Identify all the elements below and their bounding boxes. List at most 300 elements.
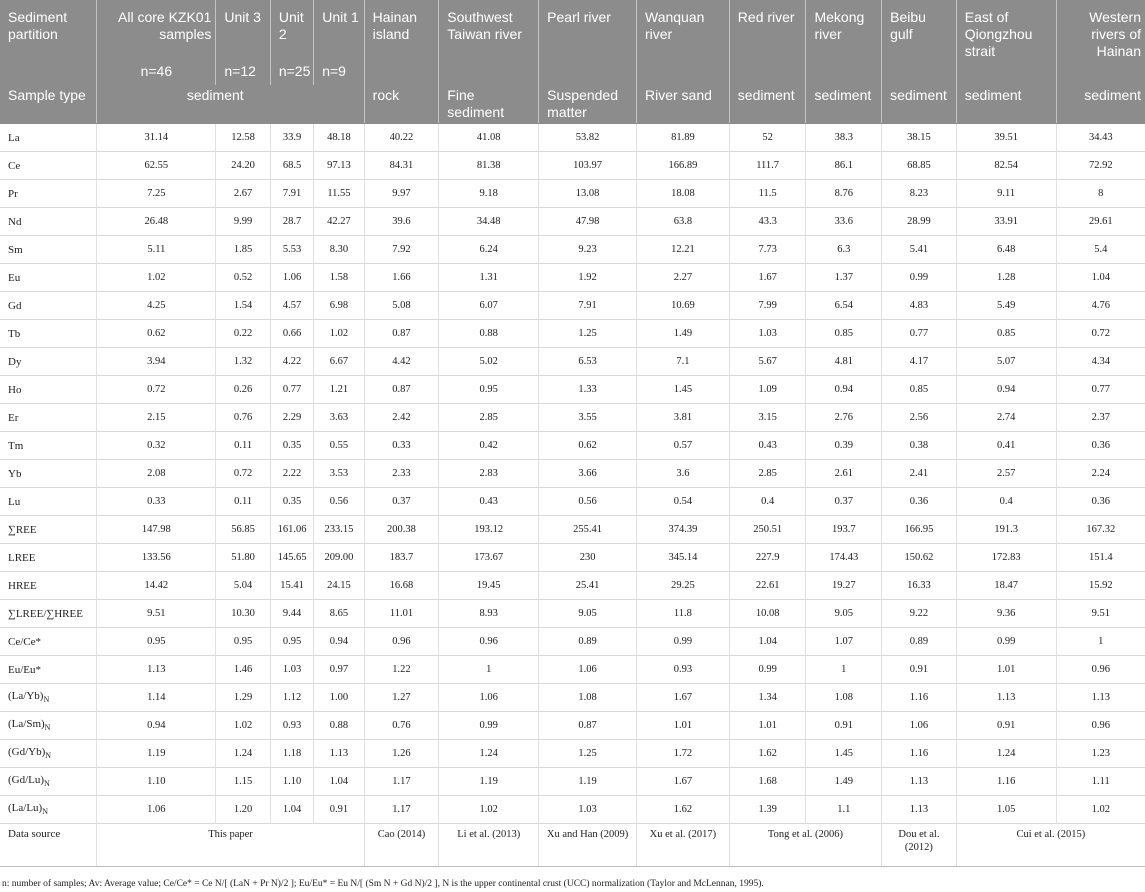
col-header-red: Red river — [729, 0, 806, 60]
table-cell: 374.39 — [637, 516, 730, 544]
table-cell: 7.25 — [97, 180, 216, 208]
table-row — [0, 460, 1145, 488]
table-cell: 8.76 — [806, 180, 882, 208]
table-cell: 0.43 — [439, 488, 539, 516]
table-cell: 233.15 — [314, 516, 364, 544]
table-cell: 8.30 — [314, 236, 364, 264]
table-cell: 1.54 — [216, 292, 270, 320]
table-cell: 0.99 — [439, 712, 539, 740]
table-cell: 0.95 — [270, 628, 313, 656]
table-cell: 29.25 — [637, 572, 730, 600]
table-cell: 193.7 — [806, 516, 882, 544]
table-cell: 0.36 — [882, 488, 957, 516]
data-source-row — [0, 824, 1145, 867]
table-cell: 1 — [439, 656, 539, 684]
table-cell: 0.88 — [439, 320, 539, 348]
table-cell: 1.58 — [314, 264, 364, 292]
table-cell: 1.06 — [539, 656, 637, 684]
table-cell: 72.92 — [1056, 152, 1145, 180]
table-cell: 0.55 — [314, 432, 364, 460]
table-cell: 40.22 — [364, 124, 439, 152]
table-cell: 1.49 — [806, 768, 882, 796]
table-cell: 0.72 — [1056, 320, 1145, 348]
table-cell: 5.49 — [956, 292, 1056, 320]
table-cell: 3.94 — [97, 348, 216, 376]
table-cell: 5.02 — [439, 348, 539, 376]
table-cell: 62.55 — [97, 152, 216, 180]
table-cell: 0.94 — [956, 376, 1056, 404]
table-row — [0, 348, 1145, 376]
col-header-western-hainan: Western rivers of Hainan — [1056, 0, 1145, 60]
table-cell: 2.85 — [729, 460, 806, 488]
table-cell: 1.19 — [539, 768, 637, 796]
row-label: Pr — [0, 180, 97, 208]
table-cell: 18.08 — [637, 180, 730, 208]
table-cell: 0.11 — [216, 488, 270, 516]
table-cell: 0.85 — [882, 376, 957, 404]
table-cell: 0.99 — [637, 628, 730, 656]
table-cell: 24.20 — [216, 152, 270, 180]
table-cell: 4.83 — [882, 292, 957, 320]
row-label: Ce — [0, 152, 97, 180]
table-cell: 1.46 — [216, 656, 270, 684]
table-cell: 183.7 — [364, 544, 439, 572]
table-cell: 1.66 — [364, 264, 439, 292]
table-cell: 1.15 — [216, 768, 270, 796]
table-cell: 6.24 — [439, 236, 539, 264]
table-cell: 1.01 — [956, 656, 1056, 684]
table-cell: 227.9 — [729, 544, 806, 572]
table-cell: 51.80 — [216, 544, 270, 572]
table-cell: 0.87 — [539, 712, 637, 740]
table-cell: 1.67 — [729, 264, 806, 292]
source-li: Li et al. (2013) — [439, 824, 539, 867]
table-cell: 1.04 — [270, 796, 313, 824]
table-cell: 1.06 — [270, 264, 313, 292]
table-cell: 1.10 — [270, 768, 313, 796]
table-cell: 1.67 — [637, 768, 730, 796]
table-cell: 43.3 — [729, 208, 806, 236]
table-cell: 200.38 — [364, 516, 439, 544]
table-cell: 4.25 — [97, 292, 216, 320]
table-cell: 7.91 — [539, 292, 637, 320]
table-cell: 29.61 — [1056, 208, 1145, 236]
table-cell: 1.06 — [97, 796, 216, 824]
table-row — [0, 292, 1145, 320]
type-wanquan: River sand — [637, 85, 730, 124]
table-cell: 2.08 — [97, 460, 216, 488]
source-cui: Cui et al. (2015) — [956, 824, 1145, 867]
table-cell: 81.38 — [439, 152, 539, 180]
type-red: sediment — [729, 85, 806, 124]
table-cell: 12.58 — [216, 124, 270, 152]
table-cell: 0.36 — [1056, 488, 1145, 516]
table-cell: 0.62 — [97, 320, 216, 348]
table-cell: 0.37 — [806, 488, 882, 516]
table-cell: 1.39 — [729, 796, 806, 824]
table-cell: 3.55 — [539, 404, 637, 432]
table-cell: 133.56 — [97, 544, 216, 572]
table-cell: 6.53 — [539, 348, 637, 376]
table-cell: 1 — [806, 656, 882, 684]
table-cell: 1.04 — [729, 628, 806, 656]
table-cell: 193.12 — [439, 516, 539, 544]
row-label: La — [0, 124, 97, 152]
table-cell: 1.28 — [956, 264, 1056, 292]
table-cell: 2.29 — [270, 404, 313, 432]
table-cell: 0.76 — [364, 712, 439, 740]
table-cell: 1.32 — [216, 348, 270, 376]
table-cell: 3.53 — [314, 460, 364, 488]
table-cell: 0.56 — [539, 488, 637, 516]
table-cell: 7.99 — [729, 292, 806, 320]
table-cell: 9.22 — [882, 600, 957, 628]
table-cell: 1.19 — [97, 740, 216, 768]
table-row — [0, 740, 1145, 768]
table-cell: 1.13 — [956, 684, 1056, 712]
table-cell: 4.34 — [1056, 348, 1145, 376]
table-cell: 9.97 — [364, 180, 439, 208]
table-cell: 11.8 — [637, 600, 730, 628]
table-cell: 1.07 — [806, 628, 882, 656]
table-cell: 8.23 — [882, 180, 957, 208]
table-cell: 2.76 — [806, 404, 882, 432]
footnote: n: number of samples; Av: Average value; Ce/Ce* = Ce N/[ (LaN + Pr N)/2 ]; Eu/Eu* = Eu N/[ (Sm N + Gd N)/2 ], N is the upper continental crust (UCC) normalization (Taylor and McLennan, 1995). — [2, 879, 764, 889]
table-cell: 0.99 — [729, 656, 806, 684]
table-cell: 33.6 — [806, 208, 882, 236]
table-cell: 1.21 — [314, 376, 364, 404]
table-cell: 0.96 — [1056, 712, 1145, 740]
row-label: Er — [0, 404, 97, 432]
col-header-unit2: Unit 2 — [270, 0, 313, 60]
row-label: Tb — [0, 320, 97, 348]
table-cell: 1.16 — [882, 684, 957, 712]
table-cell: 28.7 — [270, 208, 313, 236]
table-cell: 0.32 — [97, 432, 216, 460]
table-cell: 5.4 — [1056, 236, 1145, 264]
table-cell: 0.87 — [364, 376, 439, 404]
table-cell: 1.92 — [539, 264, 637, 292]
table-cell: 3.66 — [539, 460, 637, 488]
table-cell: 1.49 — [637, 320, 730, 348]
table-cell: 2.56 — [882, 404, 957, 432]
table-cell: 6.3 — [806, 236, 882, 264]
table-cell: 10.30 — [216, 600, 270, 628]
table-cell: 1.10 — [97, 768, 216, 796]
row-label: LREE — [0, 544, 97, 572]
table-cell: 38.3 — [806, 124, 882, 152]
table-cell: 1.13 — [882, 796, 957, 824]
row-label: $(La/Sm)_N$ — [0, 712, 97, 740]
table-cell: 1.24 — [956, 740, 1056, 768]
table-cell: 7.1 — [637, 348, 730, 376]
data-source-label: Data source — [0, 824, 97, 867]
table-cell: 0.77 — [882, 320, 957, 348]
table-cell: 5.11 — [97, 236, 216, 264]
table-cell: 2.57 — [956, 460, 1056, 488]
table-cell: 1.24 — [216, 740, 270, 768]
table-cell: 174.43 — [806, 544, 882, 572]
table-cell: 1 — [1056, 628, 1145, 656]
table-cell: 41.08 — [439, 124, 539, 152]
table-cell: 0.87 — [364, 320, 439, 348]
type-qiongzhou: sediment — [956, 85, 1056, 124]
table-cell: 15.92 — [1056, 572, 1145, 600]
table-cell: 209.00 — [314, 544, 364, 572]
table-row — [0, 264, 1145, 292]
table-cell: 0.38 — [882, 432, 957, 460]
table-row — [0, 516, 1145, 544]
sample-type-label: Sample type — [0, 85, 97, 124]
table-cell: 147.98 — [97, 516, 216, 544]
col-header-all-core: All core KZK01 samples — [97, 0, 216, 60]
count-unit2: n=25 — [270, 60, 313, 85]
source-cao: Cao (2014) — [364, 824, 439, 867]
table-cell: 0.22 — [216, 320, 270, 348]
table-cell: 4.57 — [270, 292, 313, 320]
table-cell: 0.99 — [956, 628, 1056, 656]
table-cell: 0.85 — [956, 320, 1056, 348]
table-cell: 0.96 — [439, 628, 539, 656]
table-cell: 47.98 — [539, 208, 637, 236]
col-header-pearl: Pearl river — [539, 0, 637, 60]
table-cell: 3.15 — [729, 404, 806, 432]
table-cell: 1.20 — [216, 796, 270, 824]
table-cell: 42.27 — [314, 208, 364, 236]
row-label: Dy — [0, 348, 97, 376]
table-cell: 1.62 — [729, 740, 806, 768]
row-label: HREE — [0, 572, 97, 600]
row-label: Yb — [0, 460, 97, 488]
header-row-names — [0, 0, 1145, 60]
table-cell: 1.14 — [97, 684, 216, 712]
table-cell: 18.47 — [956, 572, 1056, 600]
table-cell: 1.01 — [637, 712, 730, 740]
row-label: $(La/Lu)_N$ — [0, 796, 97, 824]
table-cell: 26.48 — [97, 208, 216, 236]
table-cell: 1.13 — [314, 740, 364, 768]
table-cell: 0.91 — [882, 656, 957, 684]
table-row — [0, 712, 1145, 740]
table-cell: 6.54 — [806, 292, 882, 320]
table-cell: 16.33 — [882, 572, 957, 600]
table-cell: 0.41 — [956, 432, 1056, 460]
table-cell: 1.16 — [956, 768, 1056, 796]
table-cell: 1.22 — [364, 656, 439, 684]
table-cell: 3.63 — [314, 404, 364, 432]
table-cell: 8 — [1056, 180, 1145, 208]
table-cell: 6.07 — [439, 292, 539, 320]
table-cell: 151.4 — [1056, 544, 1145, 572]
table-cell: 7.92 — [364, 236, 439, 264]
table-cell: 0.33 — [97, 488, 216, 516]
table-row — [0, 488, 1145, 516]
table-cell: 13.08 — [539, 180, 637, 208]
row-label: Ce/Ce* — [0, 628, 97, 656]
table-cell: 1.26 — [364, 740, 439, 768]
count-unit3: n=12 — [216, 60, 270, 85]
table-cell: 230 — [539, 544, 637, 572]
count-all-core: n=46 — [97, 60, 216, 85]
table-cell: 1.03 — [539, 796, 637, 824]
table-cell: 2.37 — [1056, 404, 1145, 432]
table-cell: 5.04 — [216, 572, 270, 600]
table-row — [0, 320, 1145, 348]
table-cell: 4.17 — [882, 348, 957, 376]
table-cell: 8.65 — [314, 600, 364, 628]
type-western-hainan: sediment — [1056, 85, 1145, 124]
row-label: $(La/Yb)_N$ — [0, 684, 97, 712]
table-cell: 5.08 — [364, 292, 439, 320]
table-cell: 24.15 — [314, 572, 364, 600]
table-cell: 1.05 — [956, 796, 1056, 824]
table-cell: 38.15 — [882, 124, 957, 152]
table-cell: 4.22 — [270, 348, 313, 376]
table-row — [0, 796, 1145, 824]
table-cell: 145.65 — [270, 544, 313, 572]
table-cell: 22.61 — [729, 572, 806, 600]
table-cell: 11.01 — [364, 600, 439, 628]
table-cell: 0.91 — [314, 796, 364, 824]
table-cell: 5.53 — [270, 236, 313, 264]
table-cell: 1.08 — [806, 684, 882, 712]
table-cell: 0.88 — [314, 712, 364, 740]
table-cell: 0.77 — [1056, 376, 1145, 404]
table-cell: 166.95 — [882, 516, 957, 544]
table-cell: 1.02 — [314, 320, 364, 348]
type-beibu: sediment — [882, 85, 957, 124]
col-header-wanquan: Wanquan river — [637, 0, 730, 60]
table-cell: 34.48 — [439, 208, 539, 236]
table-row — [0, 376, 1145, 404]
table-cell: 33.9 — [270, 124, 313, 152]
table-cell: 19.45 — [439, 572, 539, 600]
table-cell: 1.08 — [539, 684, 637, 712]
table-cell: 0.96 — [364, 628, 439, 656]
table-cell: 2.41 — [882, 460, 957, 488]
table-cell: 1.09 — [729, 376, 806, 404]
table-row — [0, 628, 1145, 656]
table-cell: 2.61 — [806, 460, 882, 488]
table-cell: 0.37 — [364, 488, 439, 516]
table-cell: 0.96 — [1056, 656, 1145, 684]
table-cell: 3.6 — [637, 460, 730, 488]
row-label: Sm — [0, 236, 97, 264]
table-cell: 1.03 — [729, 320, 806, 348]
type-mekong: sediment — [806, 85, 882, 124]
table-cell: 2.74 — [956, 404, 1056, 432]
source-tong: Tong et al. (2006) — [729, 824, 881, 867]
table-cell: 1.04 — [1056, 264, 1145, 292]
table-cell: 1.85 — [216, 236, 270, 264]
table-cell: 0.56 — [314, 488, 364, 516]
table-cell: 0.72 — [97, 376, 216, 404]
table-cell: 2.15 — [97, 404, 216, 432]
table-cell: 0.4 — [956, 488, 1056, 516]
table-cell: 1.02 — [1056, 796, 1145, 824]
table-cell: 97.13 — [314, 152, 364, 180]
table-cell: 1.04 — [314, 768, 364, 796]
table-cell: 0.95 — [439, 376, 539, 404]
table-row — [0, 236, 1145, 264]
col-header-beibu: Beibu gulf — [882, 0, 957, 60]
col-header-unit3: Unit 3 — [216, 0, 270, 60]
table-cell: 1.18 — [270, 740, 313, 768]
row-label: Ho — [0, 376, 97, 404]
header-row-sample-type — [0, 85, 1145, 124]
table-cell: 1.45 — [806, 740, 882, 768]
table-cell: 39.51 — [956, 124, 1056, 152]
row-label: ∑REE — [0, 516, 97, 544]
table-cell: 9.44 — [270, 600, 313, 628]
table-cell: 172.83 — [956, 544, 1056, 572]
table-cell: 6.98 — [314, 292, 364, 320]
table-cell: 7.91 — [270, 180, 313, 208]
table-cell: 1.27 — [364, 684, 439, 712]
type-hainan-island: rock — [364, 85, 439, 124]
table-cell: 9.23 — [539, 236, 637, 264]
row-label: ∑LREE/∑HREE — [0, 600, 97, 628]
table-cell: 1.34 — [729, 684, 806, 712]
table-cell: 0.99 — [882, 264, 957, 292]
table-cell: 1.33 — [539, 376, 637, 404]
table-cell: 81.89 — [637, 124, 730, 152]
table-cell: 84.31 — [364, 152, 439, 180]
table-cell: 1.45 — [637, 376, 730, 404]
table-cell: 1.25 — [539, 740, 637, 768]
table-cell: 28.99 — [882, 208, 957, 236]
table-cell: 52 — [729, 124, 806, 152]
table-cell: 1.13 — [1056, 684, 1145, 712]
table-cell: 0.42 — [439, 432, 539, 460]
table-cell: 0.76 — [216, 404, 270, 432]
table-row — [0, 124, 1145, 152]
col-header-mekong: Mekong river — [806, 0, 882, 60]
table-cell: 9.11 — [956, 180, 1056, 208]
table-cell: 0.95 — [97, 628, 216, 656]
table-body — [0, 124, 1145, 824]
table-cell: 2.33 — [364, 460, 439, 488]
table-cell: 161.06 — [270, 516, 313, 544]
table-cell: 68.85 — [882, 152, 957, 180]
table-cell: 56.85 — [216, 516, 270, 544]
table-cell: 0.91 — [806, 712, 882, 740]
table-cell: 11.55 — [314, 180, 364, 208]
row-label: Eu — [0, 264, 97, 292]
table-row — [0, 544, 1145, 572]
table-cell: 0.94 — [314, 628, 364, 656]
table-cell: 34.43 — [1056, 124, 1145, 152]
row-label: $(Gd/Lu)_N$ — [0, 768, 97, 796]
table-cell: 0.57 — [637, 432, 730, 460]
table-cell: 1.62 — [637, 796, 730, 824]
table-cell: 39.6 — [364, 208, 439, 236]
table-cell: 25.41 — [539, 572, 637, 600]
row-label: Eu/Eu* — [0, 656, 97, 684]
table-cell: 0.93 — [637, 656, 730, 684]
table-cell: 1.25 — [539, 320, 637, 348]
table-cell: 9.05 — [806, 600, 882, 628]
table-cell: 1.13 — [882, 768, 957, 796]
table-cell: 0.35 — [270, 488, 313, 516]
table-cell: 191.3 — [956, 516, 1056, 544]
table-cell: 1.00 — [314, 684, 364, 712]
row-label: Lu — [0, 488, 97, 516]
col-header-qiongzhou: East of Qiongzhou strait — [956, 0, 1056, 60]
table-cell: 1.02 — [439, 796, 539, 824]
table-cell: 0.52 — [216, 264, 270, 292]
table-cell: 2.67 — [216, 180, 270, 208]
